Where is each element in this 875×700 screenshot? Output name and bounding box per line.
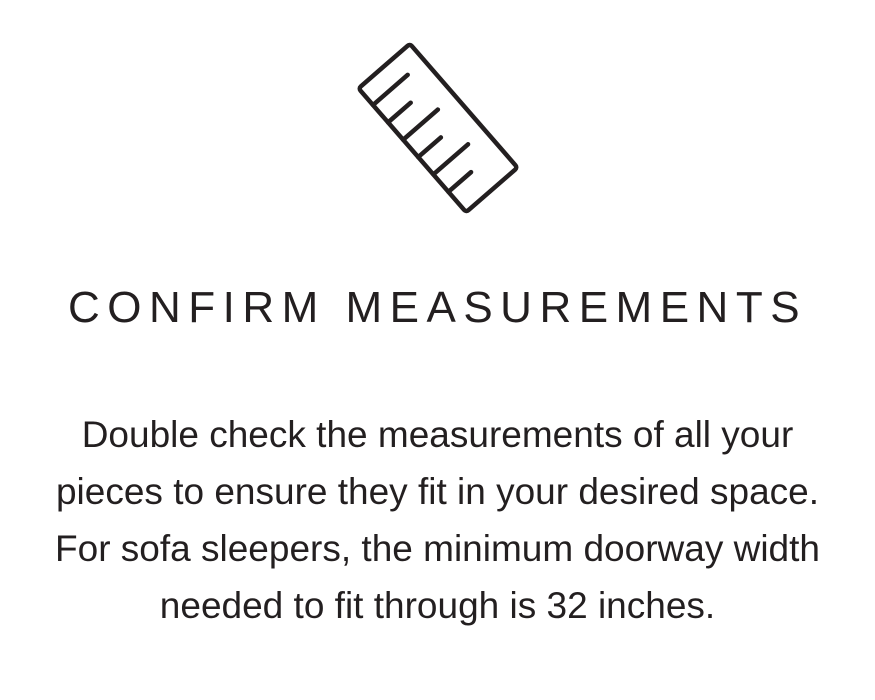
ruler-icon-container [308, 28, 568, 228]
page-title: CONFIRM MEASUREMENTS [67, 283, 808, 332]
ruler-icon [338, 38, 538, 218]
body-text: Double check the measurements of all your pieces to ensure they fit in your desired space. For sofa sleepers, the minimum doorway width needed to fit through is 32 inches. [55, 414, 820, 627]
